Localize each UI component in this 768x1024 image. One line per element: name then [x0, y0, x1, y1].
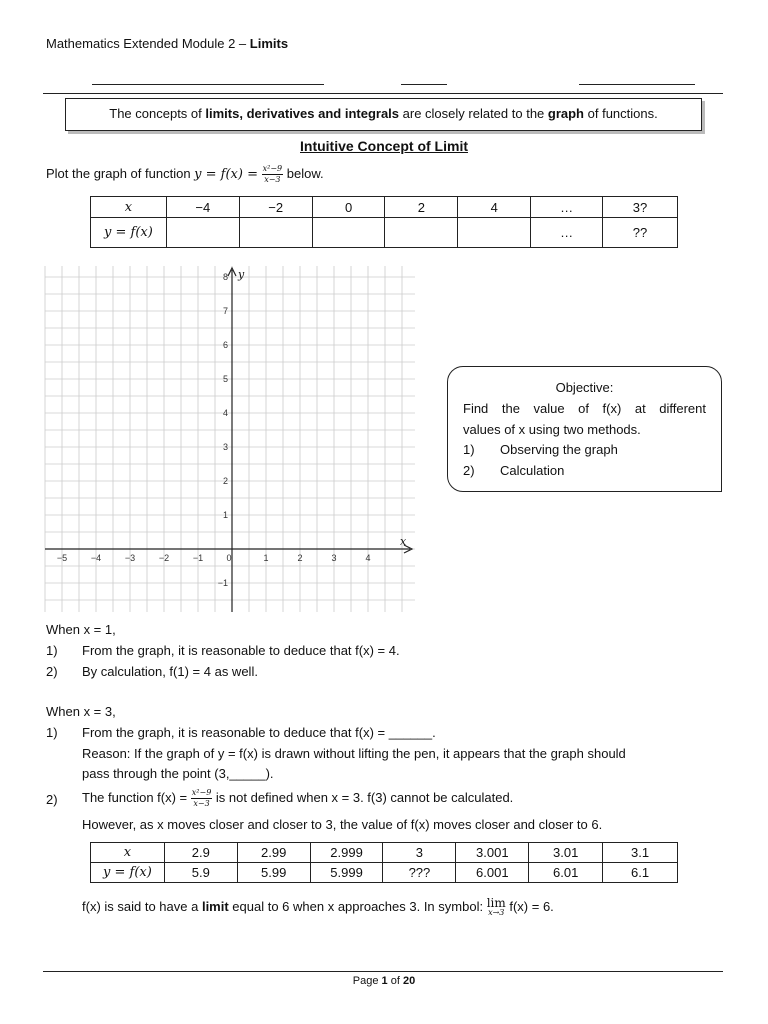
case2-step2-post: is not defined when x = 3. f(3) cannot be calculated. [215, 790, 514, 805]
limit-table-row-y [91, 863, 678, 883]
course-name: Mathematics Extended Module 2 – [46, 36, 250, 51]
objective-title: Objective: [555, 380, 614, 395]
objective-item-2: Calculation [500, 463, 565, 478]
case2-step1: From the graph, it is reasonable to deduce that f(x) = ______. [82, 725, 436, 740]
limit-table-cell-x: 2.9 [164, 843, 237, 863]
table-input-y[interactable] [239, 218, 312, 248]
x-tick-label: −1 [192, 553, 204, 563]
fraction-denominator: x−3 [264, 175, 281, 185]
limit-table-cell-x: 3.001 [456, 843, 529, 863]
banner-text-mid: are closely related to the [399, 106, 548, 121]
y-tick-label: 4 [222, 408, 228, 418]
conclusion-bold-limit: limit [201, 899, 229, 914]
table-cell-y: … [531, 218, 603, 248]
table-row-x [91, 197, 678, 218]
table-cell-x: 2 [385, 197, 458, 218]
value-table [90, 196, 678, 248]
limit-table-cell-y: 6.01 [529, 863, 603, 883]
case2-reason-line1: Reason: If the graph of y = f(x) is drawn without lifting the pen, it appears that the graph should [82, 746, 626, 761]
limit-table-cell-x: 3.01 [529, 843, 603, 863]
x-tick-label: −2 [158, 553, 170, 563]
x-tick-label: −3 [124, 553, 136, 563]
case2-fraction-numerator: x²−9 [191, 788, 212, 798]
table-cell-x: −4 [166, 197, 239, 218]
page-number [0, 975, 768, 987]
name-blank-line[interactable] [92, 84, 324, 85]
conclusion-pre: f(x) is said to have a [82, 899, 202, 914]
page-number-pre: Page [352, 975, 382, 987]
limit-table-header-x: x [91, 843, 165, 863]
y-axis-label: y [238, 268, 245, 281]
limit-symbol-top: lim [486, 895, 506, 910]
table-input-y[interactable] [385, 218, 458, 248]
fraction-numerator: x²−9 [262, 164, 283, 174]
y-tick-label: 7 [222, 306, 228, 316]
table-cell-x: 3? [603, 197, 678, 218]
conclusion-mid: equal to 6 when x approaches 3. In symbol: [228, 899, 487, 914]
banner-text-pre: The concepts of [109, 106, 206, 121]
limit-symbol-bottom: x→3 [488, 907, 505, 917]
plot-prompt-fraction [262, 164, 284, 185]
table-row-y [91, 218, 678, 248]
header-rule [43, 93, 723, 94]
y-tick-label: 3 [222, 442, 228, 452]
limit-table-cell-y: 6.001 [456, 863, 529, 883]
limit-symbol [486, 895, 506, 917]
banner-bold-concepts: limits, derivatives and integrals [205, 106, 400, 121]
limit-table [90, 842, 678, 883]
table-cell-x: −2 [239, 197, 312, 218]
limit-table-cell-x: 3.1 [603, 843, 678, 863]
section-title-text: Intuitive Concept of Limit [300, 138, 468, 154]
case1-step1-num: 1) [46, 643, 58, 658]
case1-intro: When x = 1, [46, 622, 116, 637]
case2-step2-num: 2) [46, 792, 58, 807]
table-header-x: x [91, 197, 167, 218]
footer-rule [43, 971, 723, 972]
case2-fraction [191, 788, 213, 809]
y-tick-label: −1 [217, 578, 228, 588]
limit-table-cell-y: 5.99 [237, 863, 310, 883]
banner-text-post: of functions. [584, 106, 658, 121]
table-cell-x: … [531, 197, 603, 218]
banner-bold-graph: graph [547, 106, 585, 121]
x-tick-label: 1 [263, 553, 269, 563]
limit-table-cell-x: 2.99 [237, 843, 310, 863]
x-tick-label: −4 [90, 553, 102, 563]
case1-step1: From the graph, it is reasonable to deduce that f(x) = 4. [82, 643, 400, 658]
x-tick-label: 3 [331, 553, 337, 563]
section-title [0, 138, 768, 154]
y-tick-label: 8 [222, 272, 228, 282]
limit-table-row-x [91, 843, 678, 863]
page-number-total: 20 [402, 975, 416, 987]
table-input-y[interactable] [312, 218, 385, 248]
case1-step2: By calculation, f(1) = 4 as well. [82, 664, 258, 679]
case2-step2 [82, 784, 513, 812]
objective-box [447, 366, 722, 492]
limit-table-cell-y: ??? [383, 863, 456, 883]
table-cell-x: 0 [312, 197, 385, 218]
plot-prompt-post: below. [286, 166, 324, 181]
x-tick-label: 0 [226, 553, 232, 563]
table-cell-y: ?? [603, 218, 678, 248]
case2-step1-num: 1) [46, 725, 58, 740]
table-input-y[interactable] [458, 218, 531, 248]
graph-grid[interactable] [40, 262, 420, 617]
conclusion-post: f(x) = 6. [505, 899, 554, 914]
x-tick-label: 2 [297, 553, 303, 563]
page-header [46, 36, 288, 51]
plot-prompt-func: y = f(x) = [194, 167, 258, 182]
x-axis-label: x [400, 535, 407, 548]
topic-name: Limits [249, 36, 289, 51]
objective-item-1-num: 1) [463, 442, 475, 457]
table-cell-x: 4 [458, 197, 531, 218]
limit-conclusion [82, 894, 554, 920]
objective-line-1: Find the value of f(x) at different [463, 401, 706, 416]
case2-reason-line2: pass through the point (3,_____). [82, 766, 274, 781]
case2-fraction-denominator: x−3 [193, 799, 210, 809]
limit-table-cell-y: 5.999 [310, 863, 383, 883]
page-number-current: 1 [381, 975, 388, 987]
table-header-y: y = f(x) [91, 218, 167, 248]
concept-banner [65, 98, 702, 131]
limit-table-cell-x: 3 [383, 843, 456, 863]
table-input-y[interactable] [166, 218, 239, 248]
limit-table-cell-x: 2.999 [310, 843, 383, 863]
case2-however: However, as x moves closer and closer to 3, the value of f(x) moves closer and closer to 6. [82, 817, 603, 832]
class-blank-line[interactable] [401, 84, 447, 85]
x-tick-label: −5 [56, 553, 68, 563]
y-tick-label: 5 [222, 374, 228, 384]
limit-table-cell-y: 6.1 [603, 863, 678, 883]
limit-table-header-y: y = f(x) [91, 863, 165, 883]
case2-intro: When x = 3, [46, 704, 116, 719]
y-tick-label: 2 [222, 476, 228, 486]
page-number-mid: of [387, 975, 403, 987]
number-blank-line[interactable] [579, 84, 695, 85]
y-tick-label: 1 [222, 510, 228, 520]
objective-item-2-num: 2) [463, 463, 475, 478]
plot-prompt [46, 162, 324, 187]
case2-step2-pre: The function f(x) = [82, 790, 188, 805]
plot-prompt-pre: Plot the graph of function [46, 166, 195, 181]
objective-item-1: Observing the graph [500, 442, 618, 457]
case1-step2-num: 2) [46, 664, 58, 679]
x-tick-label: 4 [365, 553, 371, 563]
y-tick-label: 6 [222, 340, 228, 350]
objective-line-2: values of x using two methods. [463, 422, 641, 437]
limit-table-cell-y: 5.9 [164, 863, 237, 883]
